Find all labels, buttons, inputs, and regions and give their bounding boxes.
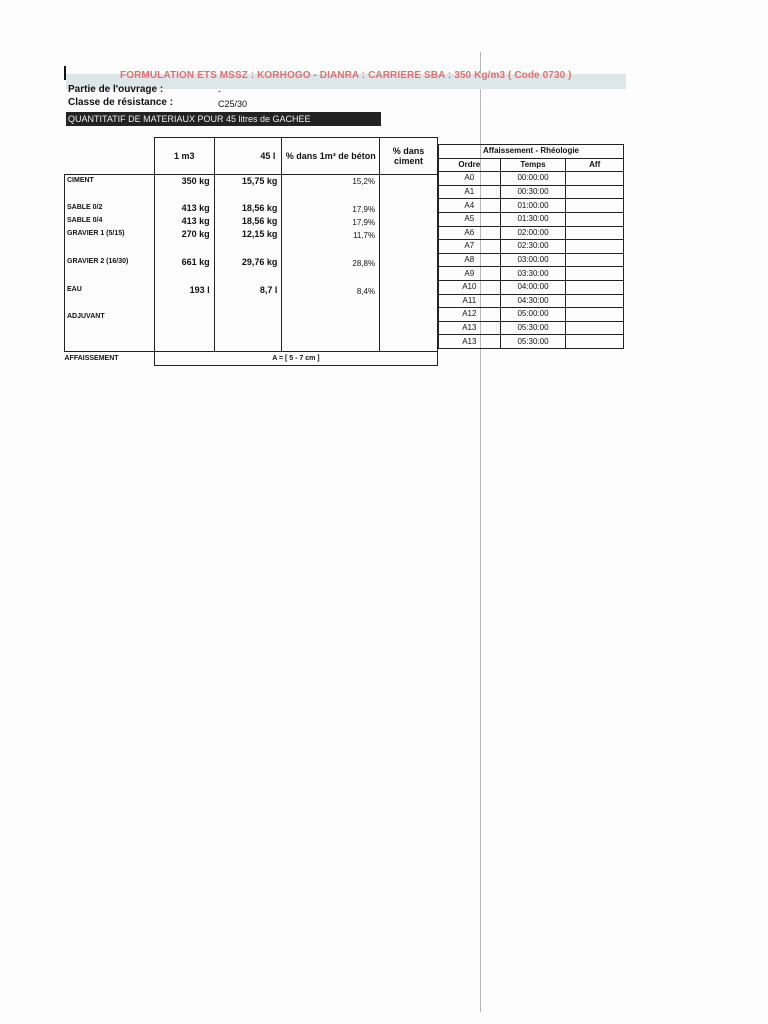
ordre-cell: A6	[439, 226, 501, 240]
temps-cell: 05:00:00	[500, 308, 566, 322]
temps-cell: 05:30:00	[500, 321, 566, 335]
m3-values-cell	[154, 175, 214, 352]
aff-cell	[566, 335, 624, 349]
pct-values-cell	[282, 175, 380, 352]
material-name: SABLE 0/4	[67, 217, 103, 224]
temps-cell: 01:30:00	[500, 212, 566, 226]
slump-title: Affaissement - Rhéologie	[439, 145, 624, 159]
material-names-cell	[65, 175, 155, 352]
temps-cell: 04:00:00	[500, 280, 566, 294]
ordre-cell: A9	[439, 267, 501, 281]
temps-cell: 04:30:00	[500, 294, 566, 308]
temps-cell: 01:00:00	[500, 199, 566, 213]
aff-cell	[566, 212, 624, 226]
ordre-cell: A12	[439, 308, 501, 322]
m3-value: 413 kg	[181, 216, 210, 226]
temps-cell: 00:00:00	[500, 172, 566, 186]
partie-value: -	[218, 86, 221, 96]
l45-value: 29,76 kg	[241, 257, 278, 267]
temps-cell: 05:30:00	[500, 335, 566, 349]
table-row	[439, 172, 624, 186]
header-pct-ciment: % dans ciment	[380, 138, 438, 175]
aff-cell	[566, 267, 624, 281]
material-name: CIMENT	[67, 177, 94, 184]
l45-values-cell	[214, 175, 282, 352]
table-row	[439, 253, 624, 267]
pct-value: 15,2%	[352, 177, 376, 186]
affaissement-label: AFFAISSEMENT	[65, 352, 155, 366]
ordre-cell: A4	[439, 199, 501, 213]
m3-value: 270 kg	[181, 229, 210, 239]
aff-cell	[566, 185, 624, 199]
aff-cell	[566, 280, 624, 294]
l45-value: 18,56 kg	[241, 203, 278, 213]
pct-value: 28,8%	[352, 259, 376, 268]
aff-cell	[566, 199, 624, 213]
table-row	[439, 226, 624, 240]
ordre-cell: A10	[439, 280, 501, 294]
table-row	[439, 199, 624, 213]
l45-value: 15,75 kg	[241, 176, 278, 186]
temps-cell: 03:30:00	[500, 267, 566, 281]
ordre-cell: A7	[439, 240, 501, 254]
material-name: GRAVIER 1 (5/15)	[67, 230, 125, 237]
header-ordre: Ordre	[439, 158, 501, 172]
material-name: GRAVIER 2 (16/30)	[67, 258, 129, 265]
temps-cell: 02:30:00	[500, 240, 566, 254]
temps-cell: 00:30:00	[500, 185, 566, 199]
l45-value: 8,7 l	[259, 285, 278, 295]
pct-value: 8,4%	[356, 287, 376, 296]
temps-cell: 03:00:00	[500, 253, 566, 267]
aff-cell	[566, 294, 624, 308]
table-row	[439, 212, 624, 226]
ordre-cell: A0	[439, 172, 501, 186]
ordre-cell: A11	[439, 294, 501, 308]
quantitatif-banner: QUANTITATIF DE MATERIAUX POUR 45 litres de GACHEE	[66, 112, 381, 126]
table-row	[439, 321, 624, 335]
header-45l: 45 l	[214, 138, 282, 175]
header-empty-cell	[65, 138, 155, 175]
table-row	[439, 185, 624, 199]
pct-ciment-cell	[380, 175, 438, 352]
m3-value: 413 kg	[181, 203, 210, 213]
aff-cell	[566, 253, 624, 267]
temps-cell: 02:00:00	[500, 226, 566, 240]
m3-value: 193 l	[189, 285, 210, 295]
aff-cell	[566, 308, 624, 322]
table-row	[439, 335, 624, 349]
aff-cell	[566, 240, 624, 254]
document-title: FORMULATION ETS MSSZ : KORHOGO - DIANRA : CARRIERE SBA : 350 Kg/m3 ( Code 0730 )	[120, 70, 572, 81]
affaissement-value: A = [ 5 - 7 cm ]	[154, 352, 437, 366]
table-row	[439, 267, 624, 281]
pct-value: 11,7%	[353, 231, 376, 240]
materials-table	[64, 137, 438, 366]
m3-value: 661 kg	[181, 257, 210, 267]
material-name: EAU	[67, 286, 82, 293]
aff-cell	[566, 172, 624, 186]
header-1m3: 1 m3	[154, 138, 214, 175]
pct-value: 17,9%	[352, 218, 376, 227]
m3-value: 350 kg	[181, 176, 210, 186]
header-aff: Aff	[566, 158, 624, 172]
ordre-cell: A1	[439, 185, 501, 199]
material-name: ADJUVANT	[67, 313, 105, 320]
table-row	[439, 308, 624, 322]
table-row	[439, 240, 624, 254]
header-temps: Temps	[500, 158, 566, 172]
header-pct-beton: % dans 1m³ de béton	[282, 138, 380, 175]
classe-value: C25/30	[218, 99, 248, 109]
classe-label: Classe de résistance :	[68, 97, 174, 108]
slump-table	[438, 144, 624, 349]
aff-cell	[566, 321, 624, 335]
ordre-cell: A8	[439, 253, 501, 267]
material-name: SABLE 0/2	[67, 204, 103, 211]
l45-value: 18,56 kg	[241, 216, 278, 226]
ordre-cell: A13	[439, 335, 501, 349]
l45-value: 12,15 kg	[241, 229, 278, 239]
table-row	[439, 280, 624, 294]
partie-label: Partie de l'ouvrage :	[68, 84, 164, 95]
ordre-cell: A13	[439, 321, 501, 335]
table-row	[439, 294, 624, 308]
ordre-cell: A5	[439, 212, 501, 226]
pct-value: 17,9%	[352, 205, 376, 214]
aff-cell	[566, 226, 624, 240]
